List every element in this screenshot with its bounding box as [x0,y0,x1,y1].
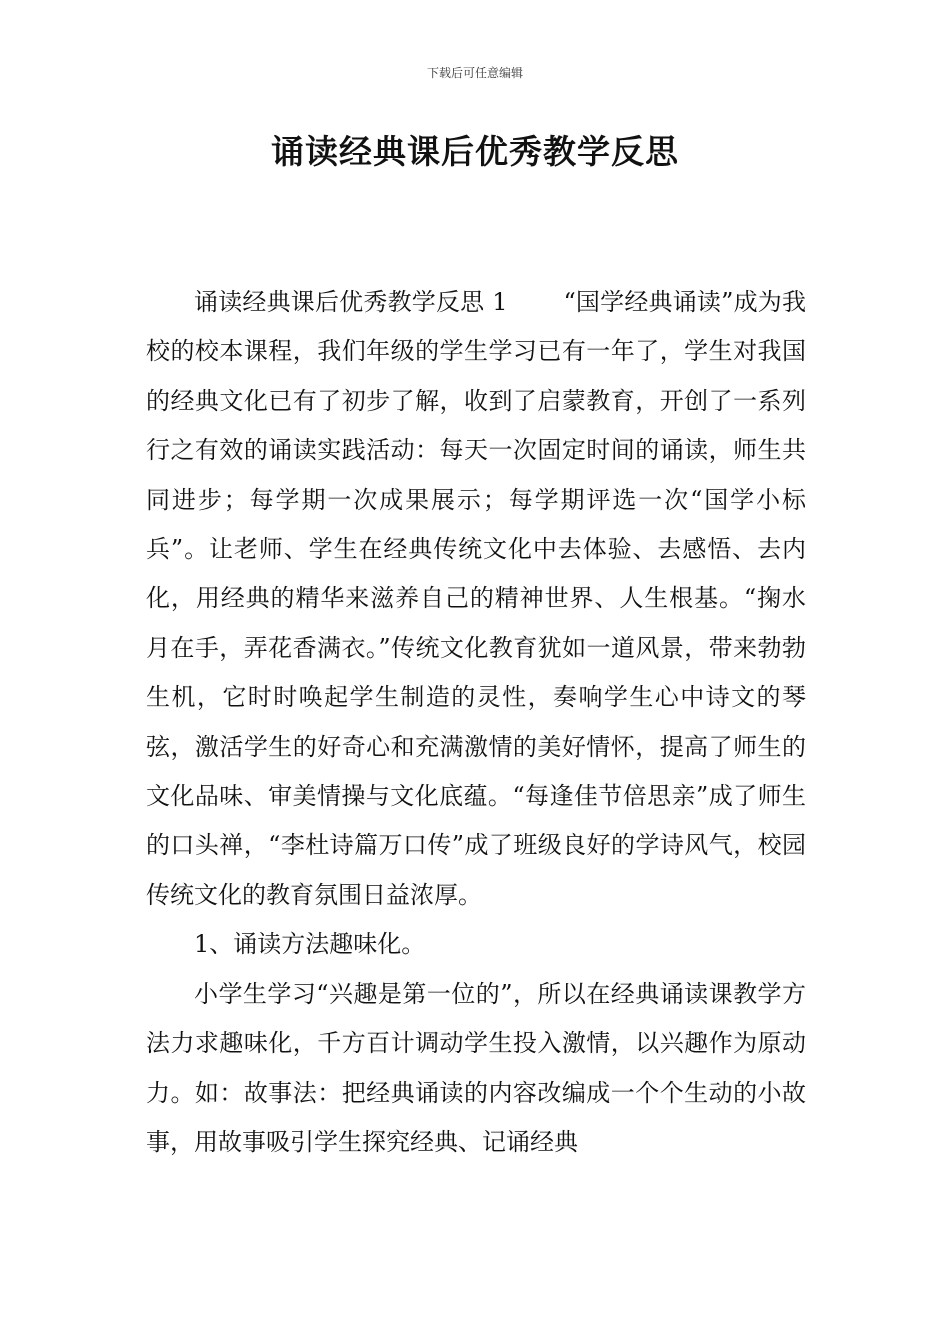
section-heading: 1、诵读方法趣味化。 [194,930,426,959]
paragraph [146,278,806,920]
document-body [146,278,806,1167]
paragraph-text: “国学经典诵读”成为我校的校本课程，我们年级的学生学习已有一年了，学生对我国的经典文化已有了初步了解，收到了启蒙教育，开创了一系列行之有效的诵读实践活动：每天一次固定时间的诵读，师生共同进步；每学期一次成果展示；每学期评选一次“国学小标兵”。让老师、学生在经典传统文化中去体验、去感悟、去内化，用经典的精华来滋养自己的精神世界、人生根基。“掬水月在手，弄花香满衣。”传统文化教育犹如一道风景，带来勃勃生机，它时时唤起学生制造的灵性，奏响学生心中诗文的琴弦，激活学生的好奇心和充满激情的美好情怀，提高了师生的文化品味、审美情操与文化底蕴。“每逢佳节倍思亲”成了师生的口头禅，“李杜诗篇万口传”成了班级良好的学诗风气，校园传统文化的教育氛围日益浓厚。 [146,288,806,909]
paragraph-lead-title: 诵读经典课后优秀教学反思 1 [194,288,508,316]
paragraph [146,920,806,969]
paragraph-text: 小学生学习“兴趣是第一位的”，所以在经典诵读课教学方法力求趣味化，千方百计调动学生投入激情，以兴趣作为原动力。如：故事法：把经典诵读的内容改编成一个个生动的小故事，用故事吸引学生探究经典、记诵经典 [146,979,806,1156]
paragraph [146,970,806,1168]
header-note: 下载后可任意编辑 [426,66,523,80]
document-title: 诵读经典课后优秀教学反思 [271,132,679,171]
